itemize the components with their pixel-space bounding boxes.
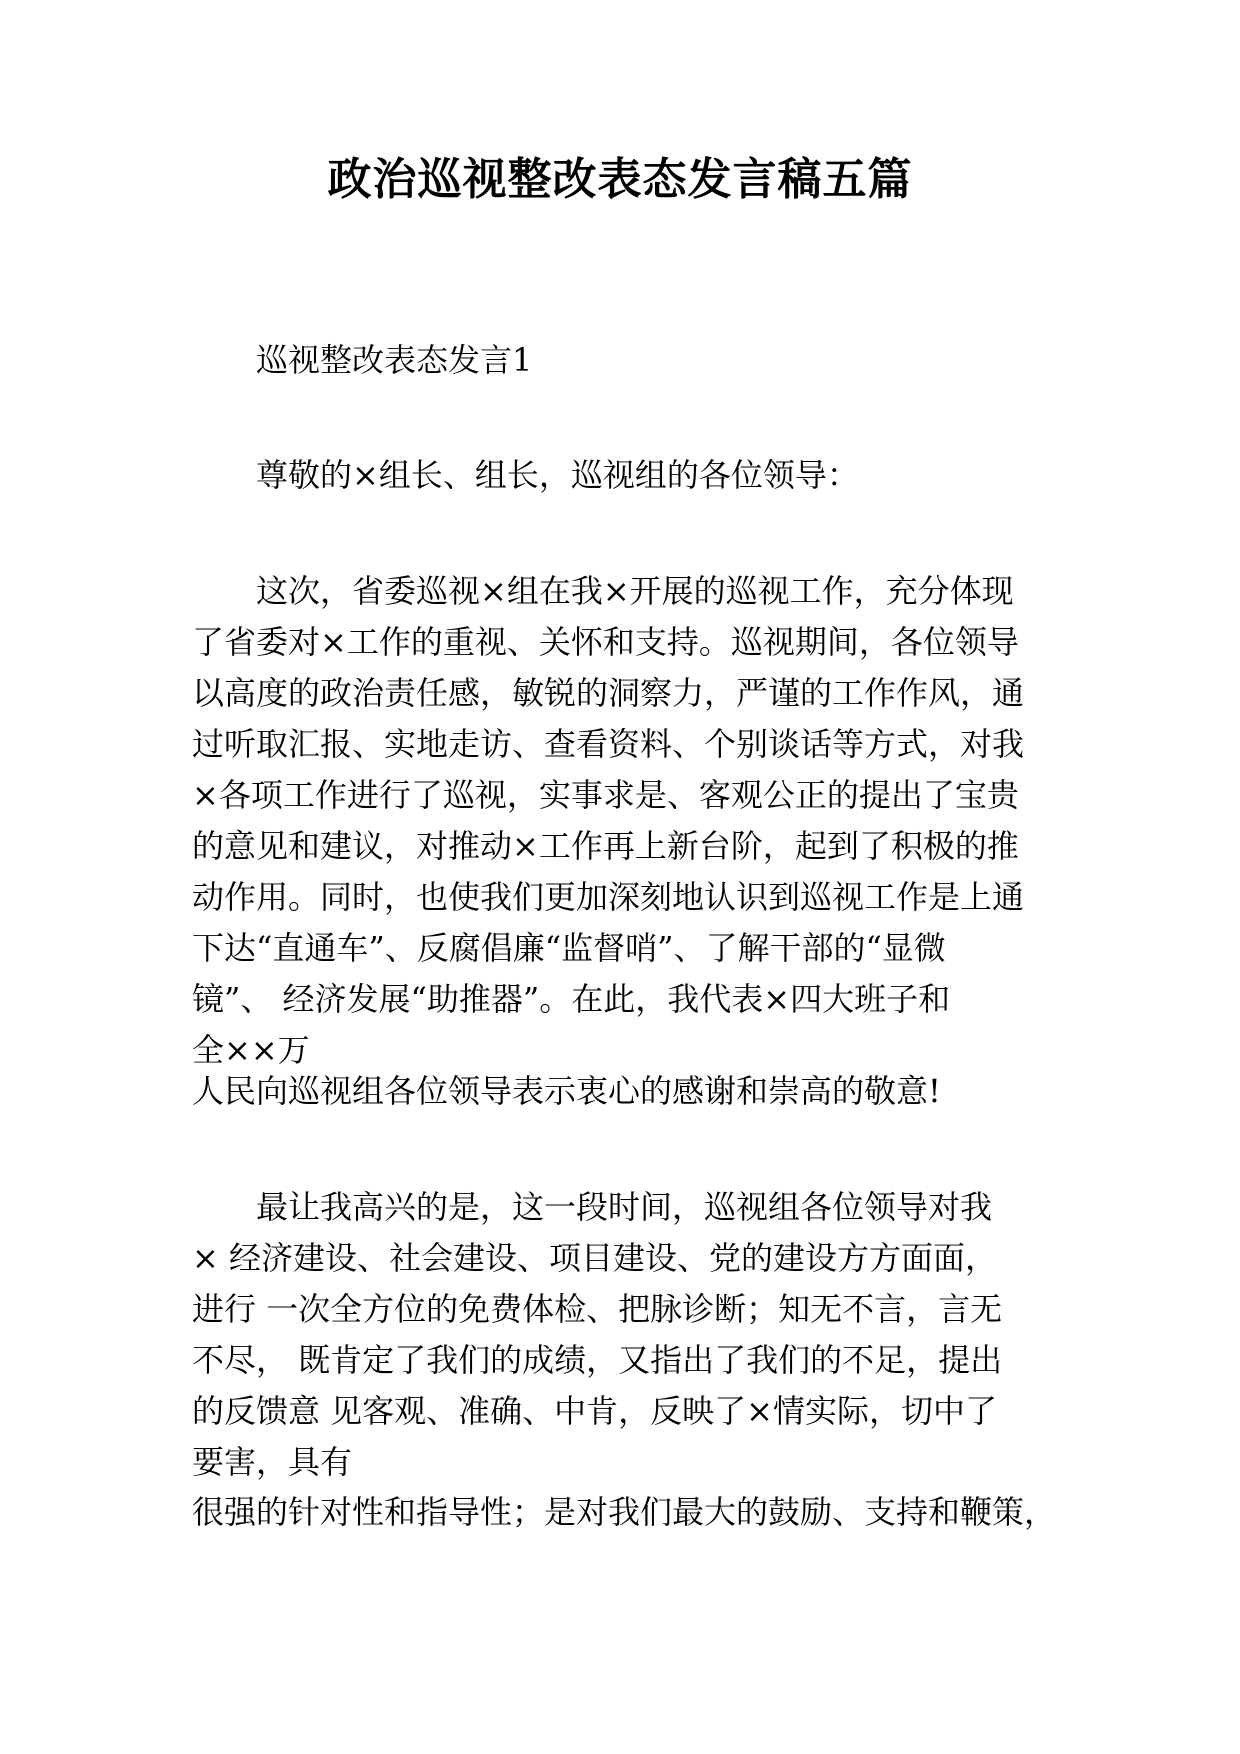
paragraph-line: 下达“直通车”、反腐倡廉“监督哨”、了解干部的“显微 [192, 929, 946, 967]
paragraph-line: 以高度的政治责任感，敏锐的洞察力，严谨的工作作风，通 [192, 674, 1025, 712]
salutation: 尊敬的×组长、组长，巡视组的各位领导： [256, 456, 859, 494]
paragraph-line: 要害，具有 [192, 1443, 353, 1481]
paragraph-line: 动作用。同时，也使我们更加深刻地认识到巡视工作是上通 [192, 878, 1025, 916]
paragraph-line: ×各项工作进行了巡视，实事求是、客观公正的提出了宝贵 [192, 776, 1019, 814]
paragraph-line: × 经济建设、社会建设、项目建设、党的建设方方面面， [192, 1239, 997, 1277]
paragraph-line: 镜”、 经济发展“助推器”。在此，我代表×四大班子和 [192, 980, 951, 1018]
paragraph-line: 了省委对×工作的重视、关怀和支持。巡视期间，各位领导 [192, 623, 1019, 661]
paragraph-line: 最让我高兴的是，这一段时间，巡视组各位领导对我 [256, 1188, 993, 1226]
paragraph-line: 这次，省委巡视×组在我×开展的巡视工作，充分体现 [256, 572, 1014, 610]
paragraph-line: 过听取汇报、实地走访、查看资料、个别谈话等方式，对我 [192, 725, 1025, 763]
paragraph-line: 的反馈意 见客观、准确、中肯，反映了×情实际，切中了 [192, 1392, 997, 1430]
paragraph-line: 全××万 [192, 1031, 310, 1069]
paragraph-line: 进行 一次全方位的免费体检、把脉诊断；知无不言，言无 [192, 1290, 1003, 1328]
section-heading: 巡视整改表态发言1 [256, 341, 533, 379]
paragraph-line: 人民向巡视组各位领导表示衷心的感谢和崇高的敬意! [192, 1072, 941, 1110]
paragraph-line: 的意见和建议，对推动×工作再上新台阶，起到了积极的推 [192, 827, 1019, 865]
document-title: 政治巡视整改表态发言稿五篇 [327, 154, 913, 205]
paragraph-line: 很强的针对性和指导性；是对我们最大的鼓励、支持和鞭策， [192, 1493, 1057, 1531]
paragraph-line: 不尽， 既肯定了我们的成绩，又指出了我们的不足，提出 [192, 1341, 1003, 1379]
